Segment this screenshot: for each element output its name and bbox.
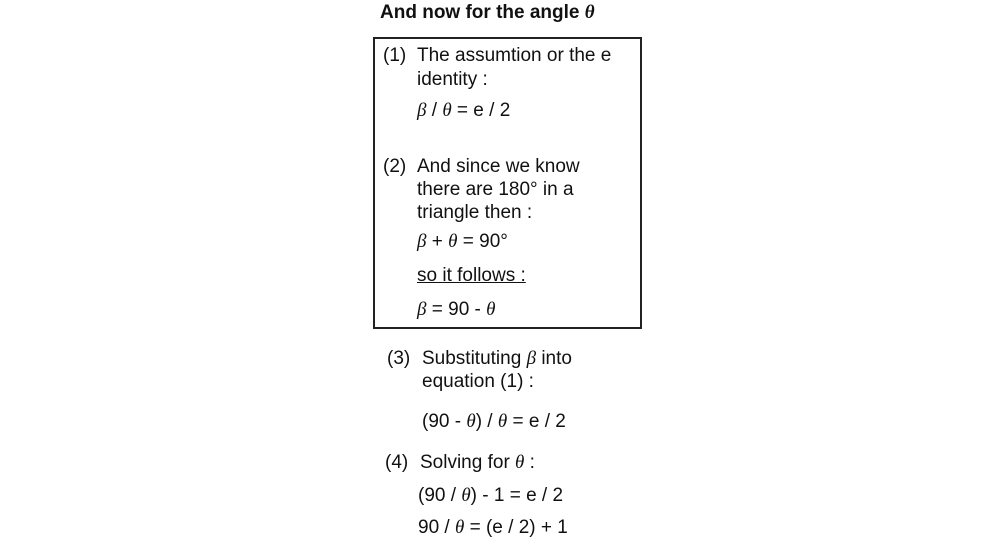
theta-symbol: θ (515, 452, 525, 473)
beta-symbol: β (417, 231, 427, 252)
theta-symbol: θ (497, 411, 508, 432)
title-text: And now for the angle (380, 2, 585, 23)
theta-symbol: θ (486, 299, 496, 320)
step-1-number: (1) (383, 45, 407, 66)
step-2-follows-equation: β = 90 - θ (417, 299, 496, 320)
step-1-equation: β / θ = e / 2 (417, 100, 511, 121)
theta-symbol: θ (448, 231, 458, 252)
step-3-number: (3) (387, 348, 411, 369)
theta-symbol: θ (466, 411, 476, 432)
title-theta-symbol: θ (584, 2, 595, 23)
step-2-line-1: And since we know (417, 156, 580, 177)
theta-symbol: θ (442, 100, 452, 121)
step-4-line-1: Solving for θ : (420, 452, 535, 473)
step-4-equation-1: (90 / θ) - 1 = e / 2 (418, 485, 564, 506)
beta-symbol: β (417, 100, 427, 121)
step-2-equation: β + θ = 90° (417, 231, 508, 252)
step-1-line-2: identity : (417, 69, 488, 90)
step-4-number: (4) (385, 452, 409, 473)
beta-symbol: β (417, 299, 427, 320)
step-2-number: (2) (383, 156, 407, 177)
theta-symbol: θ (461, 485, 471, 506)
step-1-line-1: The assumtion or the e (417, 45, 612, 66)
step-3-line-1: Substituting β into (422, 348, 572, 369)
beta-symbol: β (526, 348, 537, 369)
theta-symbol: θ (454, 517, 465, 538)
step-3-line-2: equation (1) : (422, 371, 534, 392)
step-2-line-3: triangle then : (417, 202, 533, 223)
step-2-line-2: there are 180° in a (417, 179, 574, 200)
step-2-follows-label: so it follows : (417, 265, 526, 286)
page-title (380, 2, 595, 24)
step-4-equation-2: 90 / θ = (e / 2) + 1 (418, 517, 568, 538)
step-3-equation: (90 - θ) / θ = e / 2 (422, 411, 566, 432)
